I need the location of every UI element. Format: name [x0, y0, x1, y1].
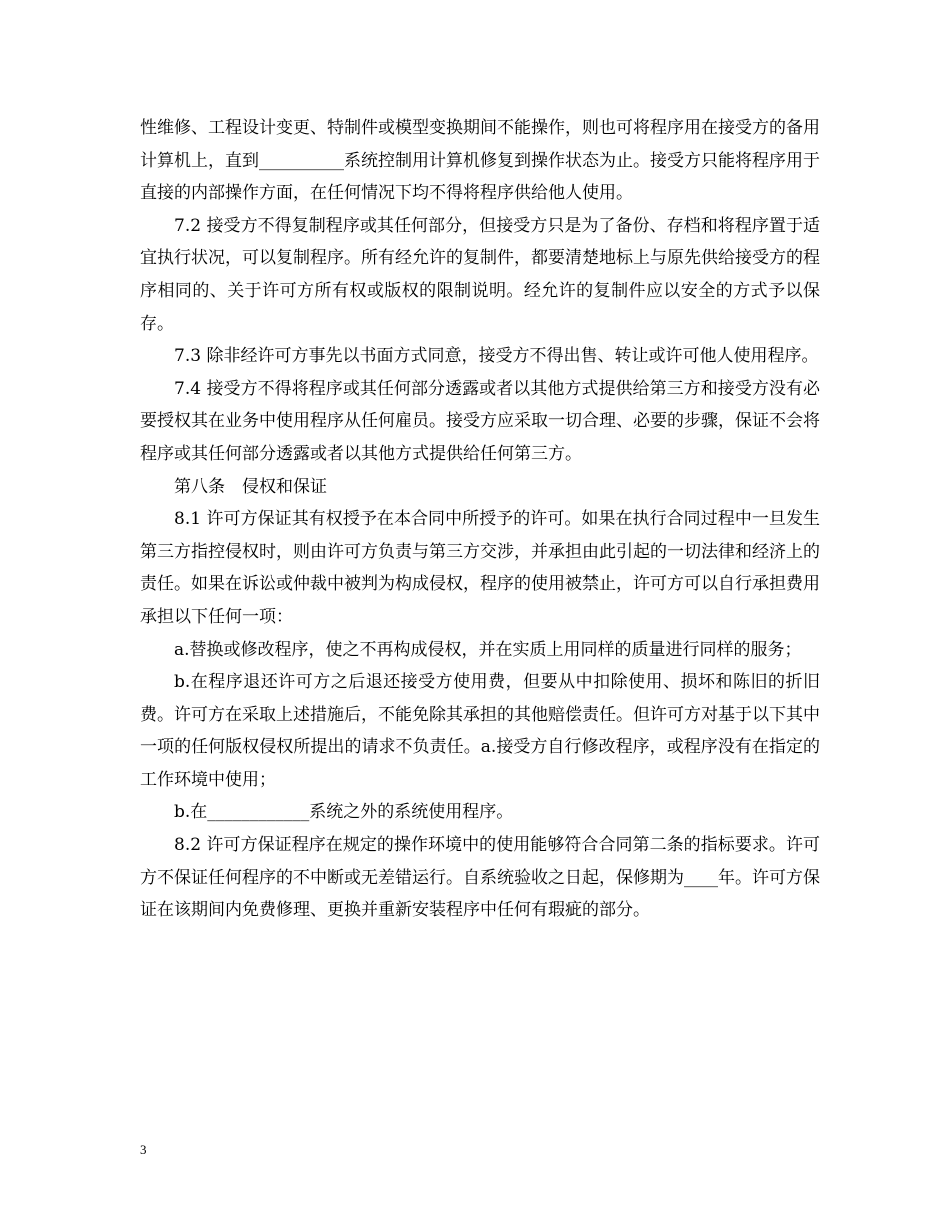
paragraph: 7.2 接受方不得复制程序或其任何部分，但接受方只是为了备份、存档和将程序置于适宜执行状况，可以复制程序。所有经允许的复制件，都要清楚地标上与原先供给接受方的程序相同的、关于许可方所有权或版权的限制说明。经允许的复制件应以安全的方式予以保存。 [140, 215, 820, 334]
page-number: 3 [140, 1142, 147, 1157]
paragraph: 8.2 许可方保证程序在规定的操作环境中的使用能够符合合同第二条的指标要求。许可方不保证任何程序的不中断或无差错运行。自系统验收之日起，保修期为____年。许可方保证在该期间内免费修理、更换并重新安装程序中任何有瑕疵的部分。 [140, 835, 820, 921]
section-heading: 第八条 侵权和保证 [174, 476, 327, 497]
paragraph: a.替换或修改程序，使之不再构成侵权，并在实质上用同样的质量进行同样的服务； [174, 639, 802, 660]
paragraph: 7.3 除非经许可方事先以书面方式同意，接受方不得出售、转让或许可他人使用程序。 [174, 346, 819, 367]
paragraph: 7.4 接受方不得将程序或其任何部分透露或者以其他方式提供给第三方和接受方没有必要授权其在业务中使用程序从任何雇员。接受方应采取一切合理、必要的步骤，保证不会将程序或其任何部分透露或者以其他方式提供给任何第三方。 [140, 378, 820, 464]
paragraph: 性维修、工程设计变更、特制件或模型变换期间不能操作，则也可将程序用在接受方的备用计算机上，直到__________系统控制用计算机修复到操作状态为止。接受方只能将程序用于直接的内部操作方面，在任何情况下均不得将程序供给他人使用。 [140, 118, 820, 204]
paragraph: 8.1 许可方保证其有权授予在本合同中所授予的许可。如果在执行合同过程中一旦发生第三方指控侵权时，则由许可方负责与第三方交涉，并承担由此引起的一切法律和经济上的责任。如果在诉讼或仲裁中被判为构成侵权，程序的使用被禁止，许可方可以自行承担费用承担以下任何一项： [140, 509, 820, 627]
paragraph: b.在程序退还许可方之后退还接受方使用费，但要从中扣除使用、损坏和陈旧的折旧费。许可方在采取上述措施后，不能免除其承担的其他赔偿责任。但许可方对基于以下其中一项的任何版权侵权所提出的请求不负责任。a.接受方自行修改程序，或程序没有在指定的工作环境中使用； [140, 672, 820, 790]
document-body [140, 112, 820, 927]
paragraph: b.在____________系统之外的系统使用程序。 [174, 802, 514, 823]
